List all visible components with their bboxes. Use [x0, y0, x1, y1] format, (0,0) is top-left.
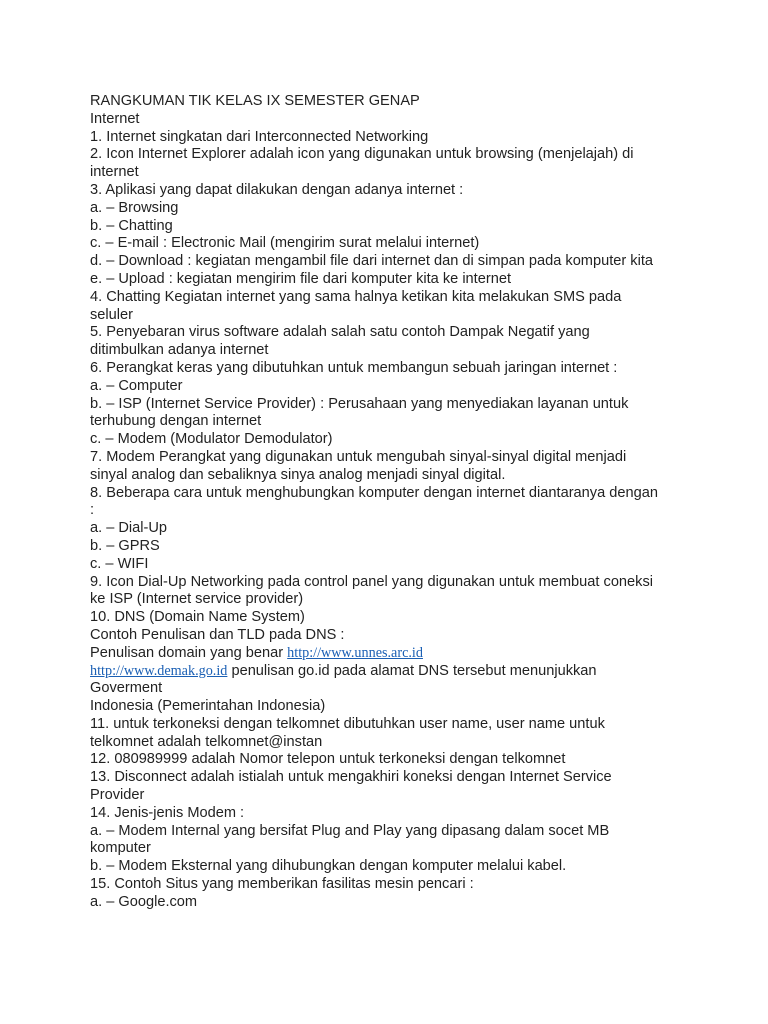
- section-heading: Internet: [90, 110, 140, 127]
- text-line: Indonesia (Pemerintahan Indonesia): [90, 698, 326, 715]
- text-line: 5. Penyebaran virus software adalah salah satu contoh Dampak Negatif yang: [90, 324, 590, 341]
- text-line: a. – Computer: [90, 377, 183, 394]
- document-body: [90, 93, 690, 912]
- text-line: telkomnet adalah telkomnet@instan: [90, 733, 323, 750]
- text-line: seluler: [90, 306, 133, 323]
- text-line: 3. Aplikasi yang dapat dilakukan dengan adanya internet :: [90, 181, 464, 198]
- text-line: 6. Perangkat keras yang dibutuhkan untuk membangun sebuah jaringan internet :: [90, 359, 618, 376]
- text-line: 15. Contoh Situs yang memberikan fasilitas mesin pencari :: [90, 876, 474, 893]
- document-title: RANGKUMAN TIK KELAS IX SEMESTER GENAP: [90, 93, 420, 109]
- text-line: c. – WIFI: [90, 555, 149, 572]
- unnes-link[interactable]: http://www.unnes.arc.id: [287, 644, 423, 661]
- text-line: 1. Internet singkatan dari Interconnected Networking: [90, 128, 429, 145]
- text-line: b. – ISP (Internet Service Provider) : Perusahaan yang menyediakan layanan untuk: [90, 395, 629, 412]
- demak-link[interactable]: http://www.demak.go.id: [90, 662, 228, 679]
- demak-line-suffix: penulisan go.id pada alamat DNS tersebut menunjukkan: [227, 662, 597, 679]
- text-line: d. – Download : kegiatan mengambil file dari internet dan di simpan pada komputer kita: [90, 253, 653, 270]
- text-line: c. – Modem (Modulator Demodulator): [90, 431, 333, 448]
- text-lines-continued: [90, 680, 690, 911]
- text-lines: [90, 129, 690, 645]
- text-line: komputer: [90, 840, 151, 857]
- text-line: a. – Browsing: [90, 199, 179, 216]
- text-line: b. – Modem Eksternal yang dihubungkan dengan komputer melalui kabel.: [90, 858, 567, 875]
- text-line: 14. Jenis-jenis Modem :: [90, 804, 245, 821]
- text-line: :: [90, 502, 95, 519]
- text-line: 9. Icon Dial-Up Networking pada control panel yang digunakan untuk membuat coneksi: [90, 573, 653, 590]
- text-line: Provider: [90, 787, 145, 804]
- text-line: 12. 080989999 adalah Nomor telepon untuk terkoneksi dengan telkomnet: [90, 751, 566, 768]
- text-line: sinyal analog dan sebaliknya sinya analog menjadi sinyal digital.: [90, 466, 506, 483]
- text-line: a. – Dial-Up: [90, 520, 168, 537]
- text-line: Goverment: [90, 680, 163, 697]
- text-line: terhubung dengan internet: [90, 413, 262, 430]
- text-line: 13. Disconnect adalah istialah untuk mengakhiri koneksi dengan Internet Service: [90, 769, 612, 786]
- domain-line: [90, 645, 690, 663]
- text-line: b. – GPRS: [90, 537, 160, 554]
- text-line: a. – Modem Internal yang bersifat Plug and Play yang dipasang dalam socet MB: [90, 822, 610, 839]
- text-line: 8. Beberapa cara untuk menghubungkan komputer dengan internet diantaranya dengan: [90, 484, 658, 501]
- text-line: c. – E-mail : Electronic Mail (mengirim surat melalui internet): [90, 235, 480, 252]
- text-line: ke ISP (Internet service provider): [90, 591, 304, 608]
- demak-line: [90, 663, 690, 681]
- text-line: a. – Google.com: [90, 893, 198, 910]
- text-line: b. – Chatting: [90, 217, 173, 234]
- text-line: internet: [90, 164, 139, 181]
- text-line: 10. DNS (Domain Name System): [90, 609, 305, 626]
- text-line: 4. Chatting Kegiatan internet yang sama halnya ketikan kita melakukan SMS pada: [90, 288, 622, 305]
- text-line: 2. Icon Internet Explorer adalah icon yang digunakan untuk browsing (menjelajah) di: [90, 146, 634, 163]
- text-line: e. – Upload : kegiatan mengirim file dari komputer kita ke internet: [90, 270, 511, 287]
- domain-line-prefix: Penulisan domain yang benar: [90, 644, 288, 661]
- text-line: Contoh Penulisan dan TLD pada DNS :: [90, 626, 345, 643]
- text-line: ditimbulkan adanya internet: [90, 342, 269, 359]
- text-line: 11. untuk terkoneksi dengan telkomnet dibutuhkan user name, user name untuk: [90, 715, 605, 732]
- text-line: 7. Modem Perangkat yang digunakan untuk mengubah sinyal-sinyal digital menjadi: [90, 448, 627, 465]
